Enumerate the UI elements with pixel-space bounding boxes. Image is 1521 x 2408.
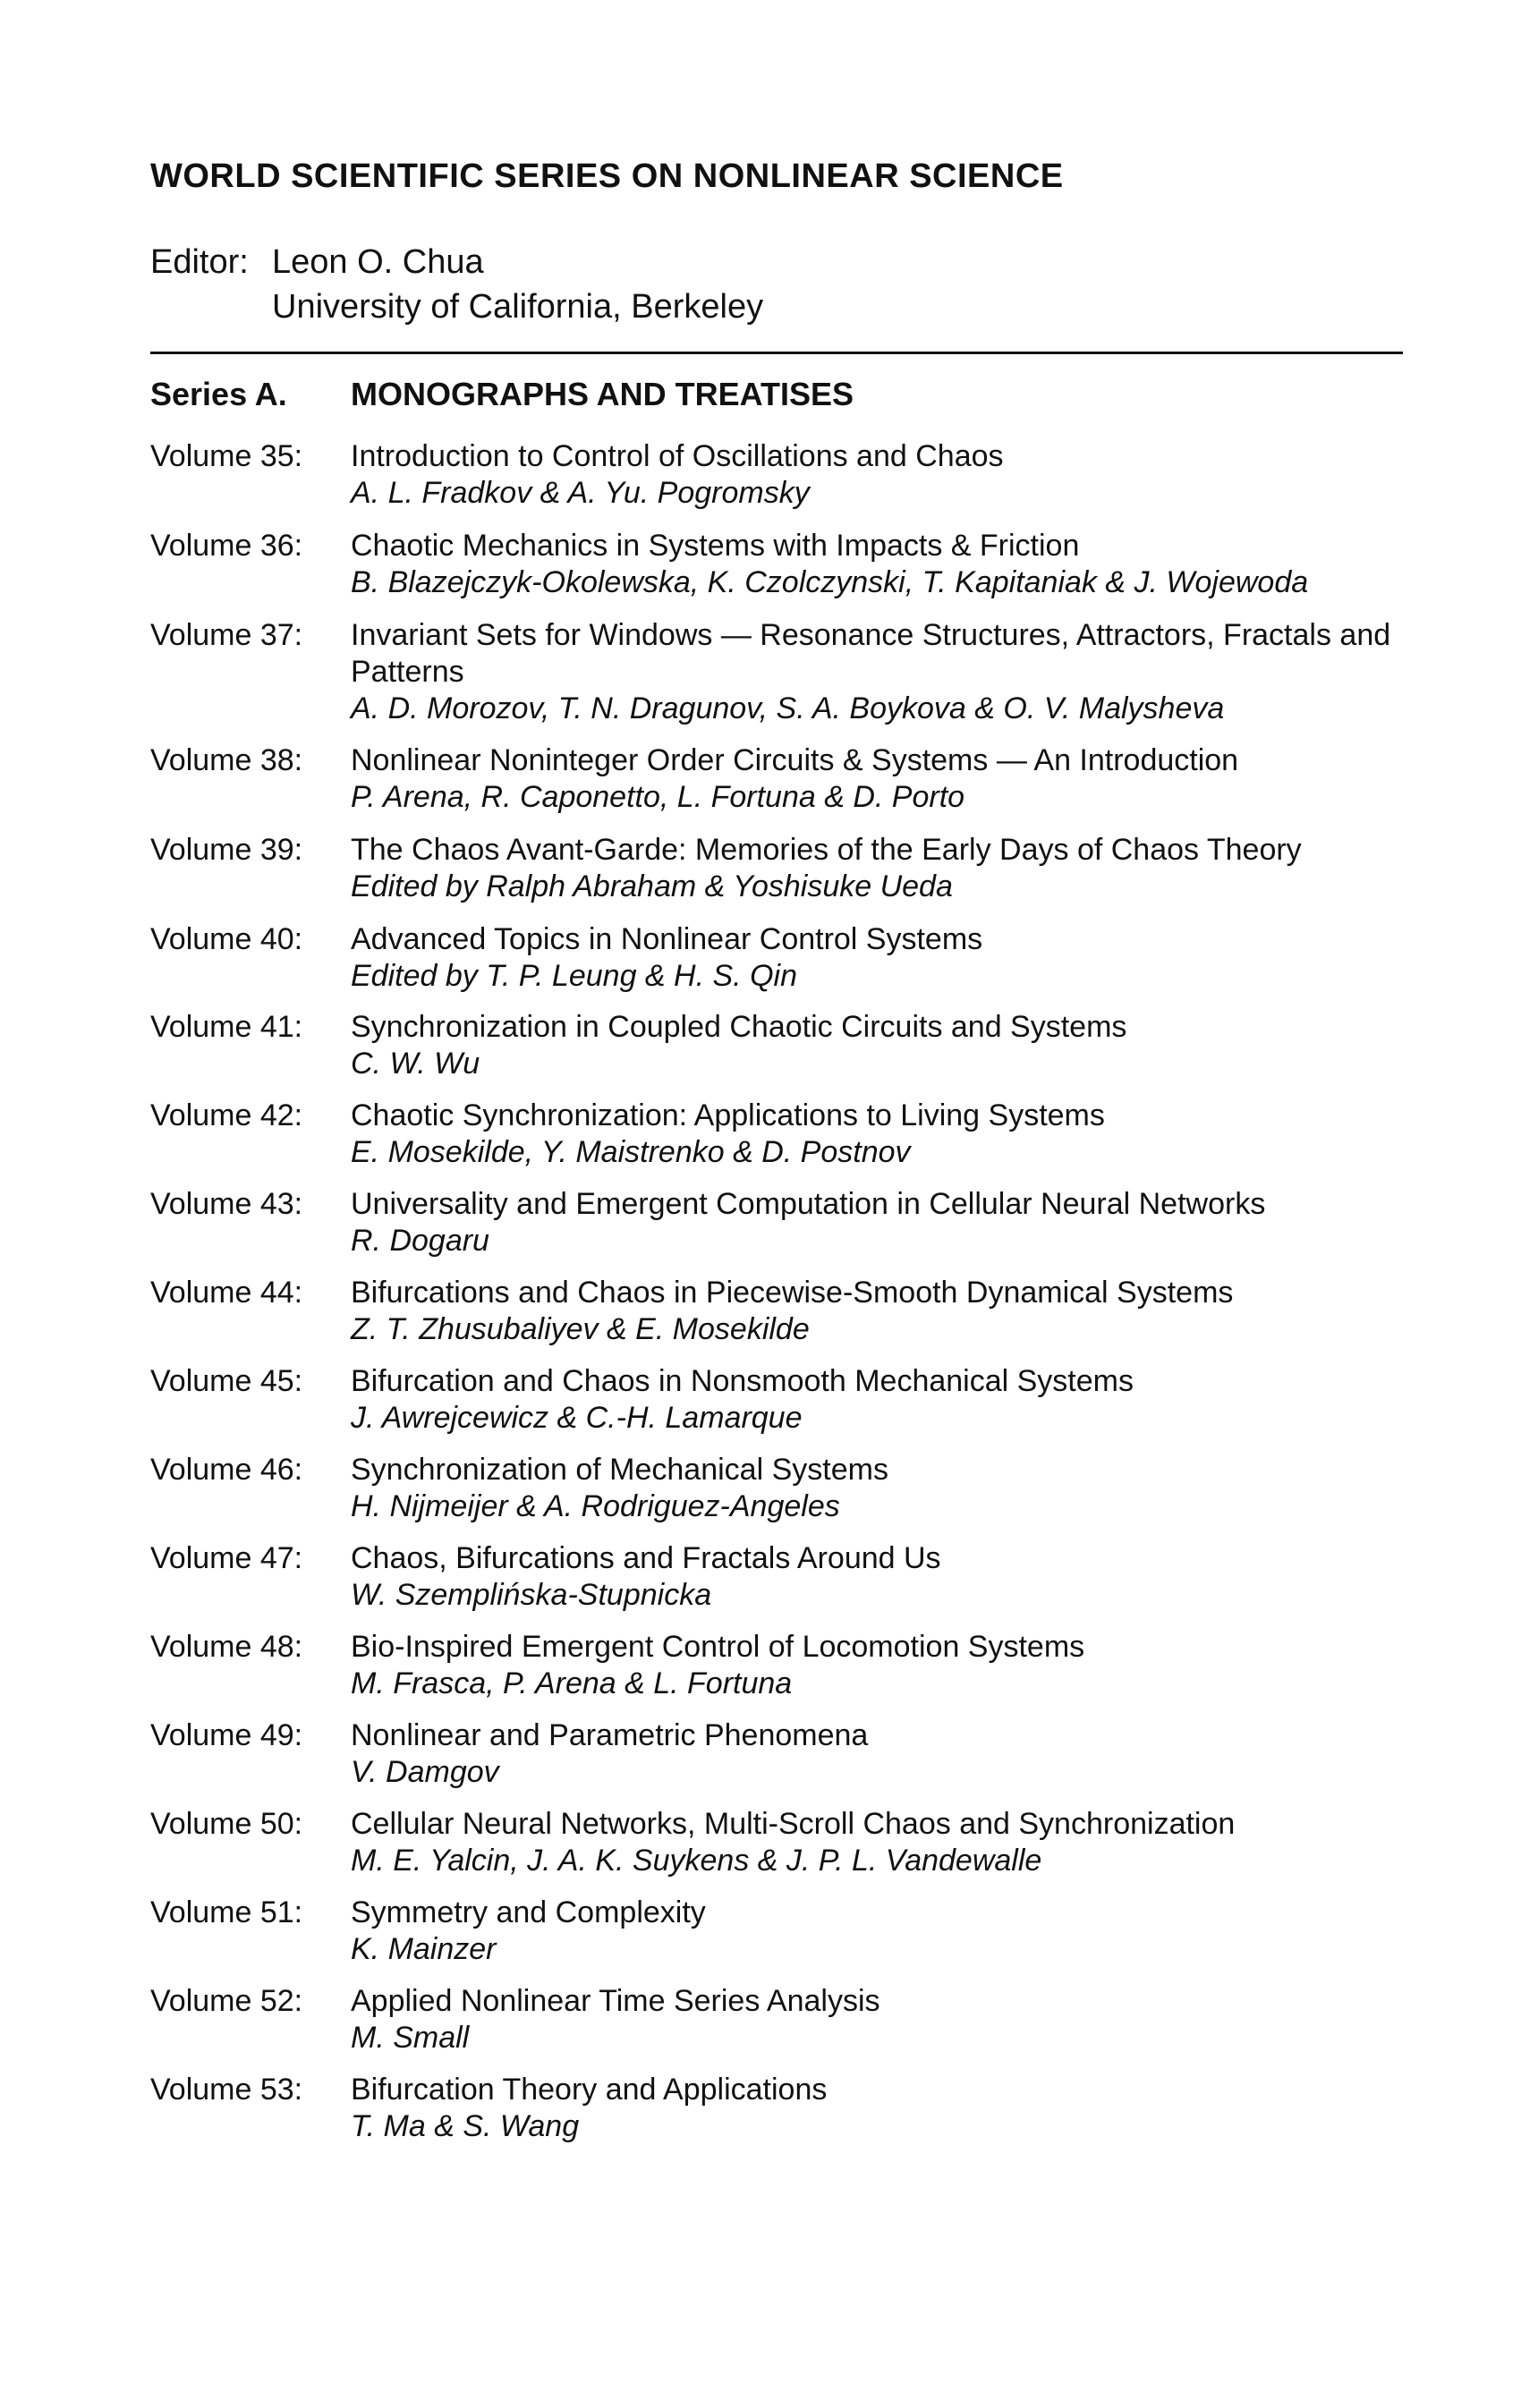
volume-number: Volume 52: bbox=[150, 1984, 303, 2018]
volume-number: Volume 43: bbox=[150, 1187, 303, 1221]
volume-body bbox=[351, 617, 1398, 727]
editor-block bbox=[150, 240, 763, 329]
volume-authors: A. D. Morozov, T. N. Dragunov, S. A. Boykova & O. V. Malysheva bbox=[351, 691, 1225, 725]
volume-body bbox=[351, 1806, 1398, 1879]
volume-title: Advanced Topics in Nonlinear Control Systems bbox=[351, 922, 983, 956]
volume-number: Volume 51: bbox=[150, 1895, 303, 1929]
volume-number: Volume 47: bbox=[150, 1541, 303, 1575]
volume-number: Volume 35: bbox=[150, 439, 303, 473]
volume-title: Applied Nonlinear Time Series Analysis bbox=[351, 1984, 880, 2018]
volume-authors: W. Szemplińska-Stupnicka bbox=[351, 1578, 712, 1612]
volume-authors: Edited by Ralph Abraham & Yoshisuke Ueda bbox=[351, 869, 953, 903]
volume-authors: M. Frasca, P. Arena & L. Fortuna bbox=[351, 1666, 793, 1700]
volume-authors: J. Awrejcewicz & C.-H. Lamarque bbox=[351, 1401, 803, 1435]
volume-body bbox=[351, 1098, 1398, 1171]
volume-entry bbox=[150, 1009, 1398, 1082]
volume-entry bbox=[150, 1275, 1398, 1348]
volume-number: Volume 53: bbox=[150, 2073, 303, 2107]
volume-authors: P. Arena, R. Caponetto, L. Fortuna & D. Porto bbox=[351, 780, 965, 814]
volume-authors: B. Blazejczyk-Okolewska, K. Czolczynski, T. Kapitaniak & J. Wojewoda bbox=[351, 565, 1309, 599]
volume-body bbox=[351, 921, 1398, 995]
volume-title: Bifurcation and Chaos in Nonsmooth Mechanical Systems bbox=[351, 1364, 1134, 1398]
volume-entry bbox=[150, 1983, 1398, 2056]
volume-body bbox=[351, 1009, 1398, 1082]
volume-entry bbox=[150, 742, 1398, 816]
volume-entry bbox=[150, 1098, 1398, 1171]
volume-title: Invariant Sets for Windows — Resonance Structures, Attractors, Fractals and Patterns bbox=[351, 618, 1391, 689]
header-divider bbox=[150, 352, 1403, 354]
volume-body bbox=[351, 1895, 1398, 1968]
volume-entry bbox=[150, 1629, 1398, 1702]
volume-authors: A. L. Fradkov & A. Yu. Pogromsky bbox=[351, 476, 810, 510]
volume-title: Synchronization in Coupled Chaotic Circuits and Systems bbox=[351, 1010, 1127, 1044]
volume-body bbox=[351, 1275, 1398, 1348]
volume-title: Chaotic Synchronization: Applications to Living Systems bbox=[351, 1098, 1105, 1132]
volume-body bbox=[351, 1717, 1398, 1791]
editor-row bbox=[150, 240, 763, 284]
volume-entry bbox=[150, 921, 1398, 995]
volume-entry bbox=[150, 1806, 1398, 1879]
editor-label: Editor: bbox=[150, 243, 249, 281]
volume-body bbox=[351, 832, 1398, 905]
volume-title: Universality and Emergent Computation in Cellular Neural Networks bbox=[351, 1187, 1266, 1221]
volume-authors: V. Damgov bbox=[351, 1755, 499, 1789]
volume-number: Volume 44: bbox=[150, 1276, 303, 1310]
volume-authors: H. Nijmeijer & A. Rodriguez-Angeles bbox=[351, 1489, 840, 1523]
volume-number: Volume 49: bbox=[150, 1718, 303, 1752]
volume-number: Volume 36: bbox=[150, 529, 303, 563]
volume-authors: T. Ma & S. Wang bbox=[351, 2109, 580, 2143]
section-heading bbox=[150, 376, 854, 413]
volume-entry bbox=[150, 1540, 1398, 1614]
volume-title: Bifurcations and Chaos in Piecewise-Smooth Dynamical Systems bbox=[351, 1276, 1234, 1310]
volume-body bbox=[351, 438, 1398, 512]
section-title: MONOGRAPHS AND TREATISES bbox=[351, 376, 854, 412]
volume-entry bbox=[150, 438, 1398, 512]
editor-name: Leon O. Chua bbox=[272, 243, 484, 281]
volume-entry bbox=[150, 1895, 1398, 1968]
volume-entry bbox=[150, 1452, 1398, 1525]
volume-authors: E. Mosekilde, Y. Maistrenko & D. Postnov bbox=[351, 1135, 911, 1169]
volume-authors: M. E. Yalcin, J. A. K. Suykens & J. P. L. Vandewalle bbox=[351, 1844, 1042, 1878]
volume-authors: M. Small bbox=[351, 2021, 470, 2055]
volume-title: Synchronization of Mechanical Systems bbox=[351, 1453, 888, 1487]
volume-number: Volume 42: bbox=[150, 1098, 303, 1132]
series-title: WORLD SCIENTIFIC SERIES ON NONLINEAR SCIENCE bbox=[150, 157, 1064, 195]
section-code: Series A. bbox=[150, 376, 287, 412]
volume-title: Chaos, Bifurcations and Fractals Around Us bbox=[351, 1541, 941, 1575]
volume-authors: Edited by T. P. Leung & H. S. Qin bbox=[351, 959, 797, 993]
volume-entry bbox=[150, 1186, 1398, 1259]
volume-entry bbox=[150, 1363, 1398, 1437]
volume-entry bbox=[150, 1717, 1398, 1791]
volume-entry bbox=[150, 528, 1398, 601]
volume-number: Volume 38: bbox=[150, 743, 303, 777]
volume-number: Volume 39: bbox=[150, 833, 303, 867]
volume-title: Introduction to Control of Oscillations and Chaos bbox=[351, 439, 1004, 473]
volume-body bbox=[351, 1629, 1398, 1702]
volume-body bbox=[351, 1540, 1398, 1614]
volume-body bbox=[351, 1363, 1398, 1437]
volume-body bbox=[351, 742, 1398, 816]
editor-affiliation: University of California, Berkeley bbox=[272, 288, 764, 326]
volume-number: Volume 50: bbox=[150, 1807, 303, 1841]
volume-body bbox=[351, 528, 1398, 601]
volume-body bbox=[351, 1452, 1398, 1525]
volume-number: Volume 37: bbox=[150, 618, 303, 652]
volume-authors: Z. T. Zhusubaliyev & E. Mosekilde bbox=[351, 1312, 810, 1346]
volume-title: The Chaos Avant-Garde: Memories of the Early Days of Chaos Theory bbox=[351, 833, 1302, 867]
volume-number: Volume 48: bbox=[150, 1630, 303, 1664]
volume-authors: R. Dogaru bbox=[351, 1224, 489, 1258]
volume-title: Chaotic Mechanics in Systems with Impacts & Friction bbox=[351, 529, 1080, 563]
volume-title: Nonlinear and Parametric Phenomena bbox=[351, 1718, 869, 1752]
volume-title: Bifurcation Theory and Applications bbox=[351, 2073, 828, 2107]
volume-entry bbox=[150, 2072, 1398, 2145]
volume-authors: C. W. Wu bbox=[351, 1047, 480, 1081]
volume-number: Volume 45: bbox=[150, 1364, 303, 1398]
volume-title: Nonlinear Noninteger Order Circuits & Systems — An Introduction bbox=[351, 743, 1239, 777]
volume-title: Cellular Neural Networks, Multi-Scroll Chaos and Synchronization bbox=[351, 1807, 1236, 1841]
volume-title: Bio-Inspired Emergent Control of Locomotion Systems bbox=[351, 1630, 1085, 1664]
volume-number: Volume 41: bbox=[150, 1010, 303, 1044]
volume-number: Volume 46: bbox=[150, 1453, 303, 1487]
volume-entry bbox=[150, 617, 1398, 727]
volume-number: Volume 40: bbox=[150, 922, 303, 956]
volume-body bbox=[351, 2072, 1398, 2145]
volume-body bbox=[351, 1186, 1398, 1259]
volume-body bbox=[351, 1983, 1398, 2056]
volume-entry bbox=[150, 832, 1398, 905]
volume-authors: K. Mainzer bbox=[351, 1932, 497, 1966]
volume-title: Symmetry and Complexity bbox=[351, 1895, 706, 1929]
